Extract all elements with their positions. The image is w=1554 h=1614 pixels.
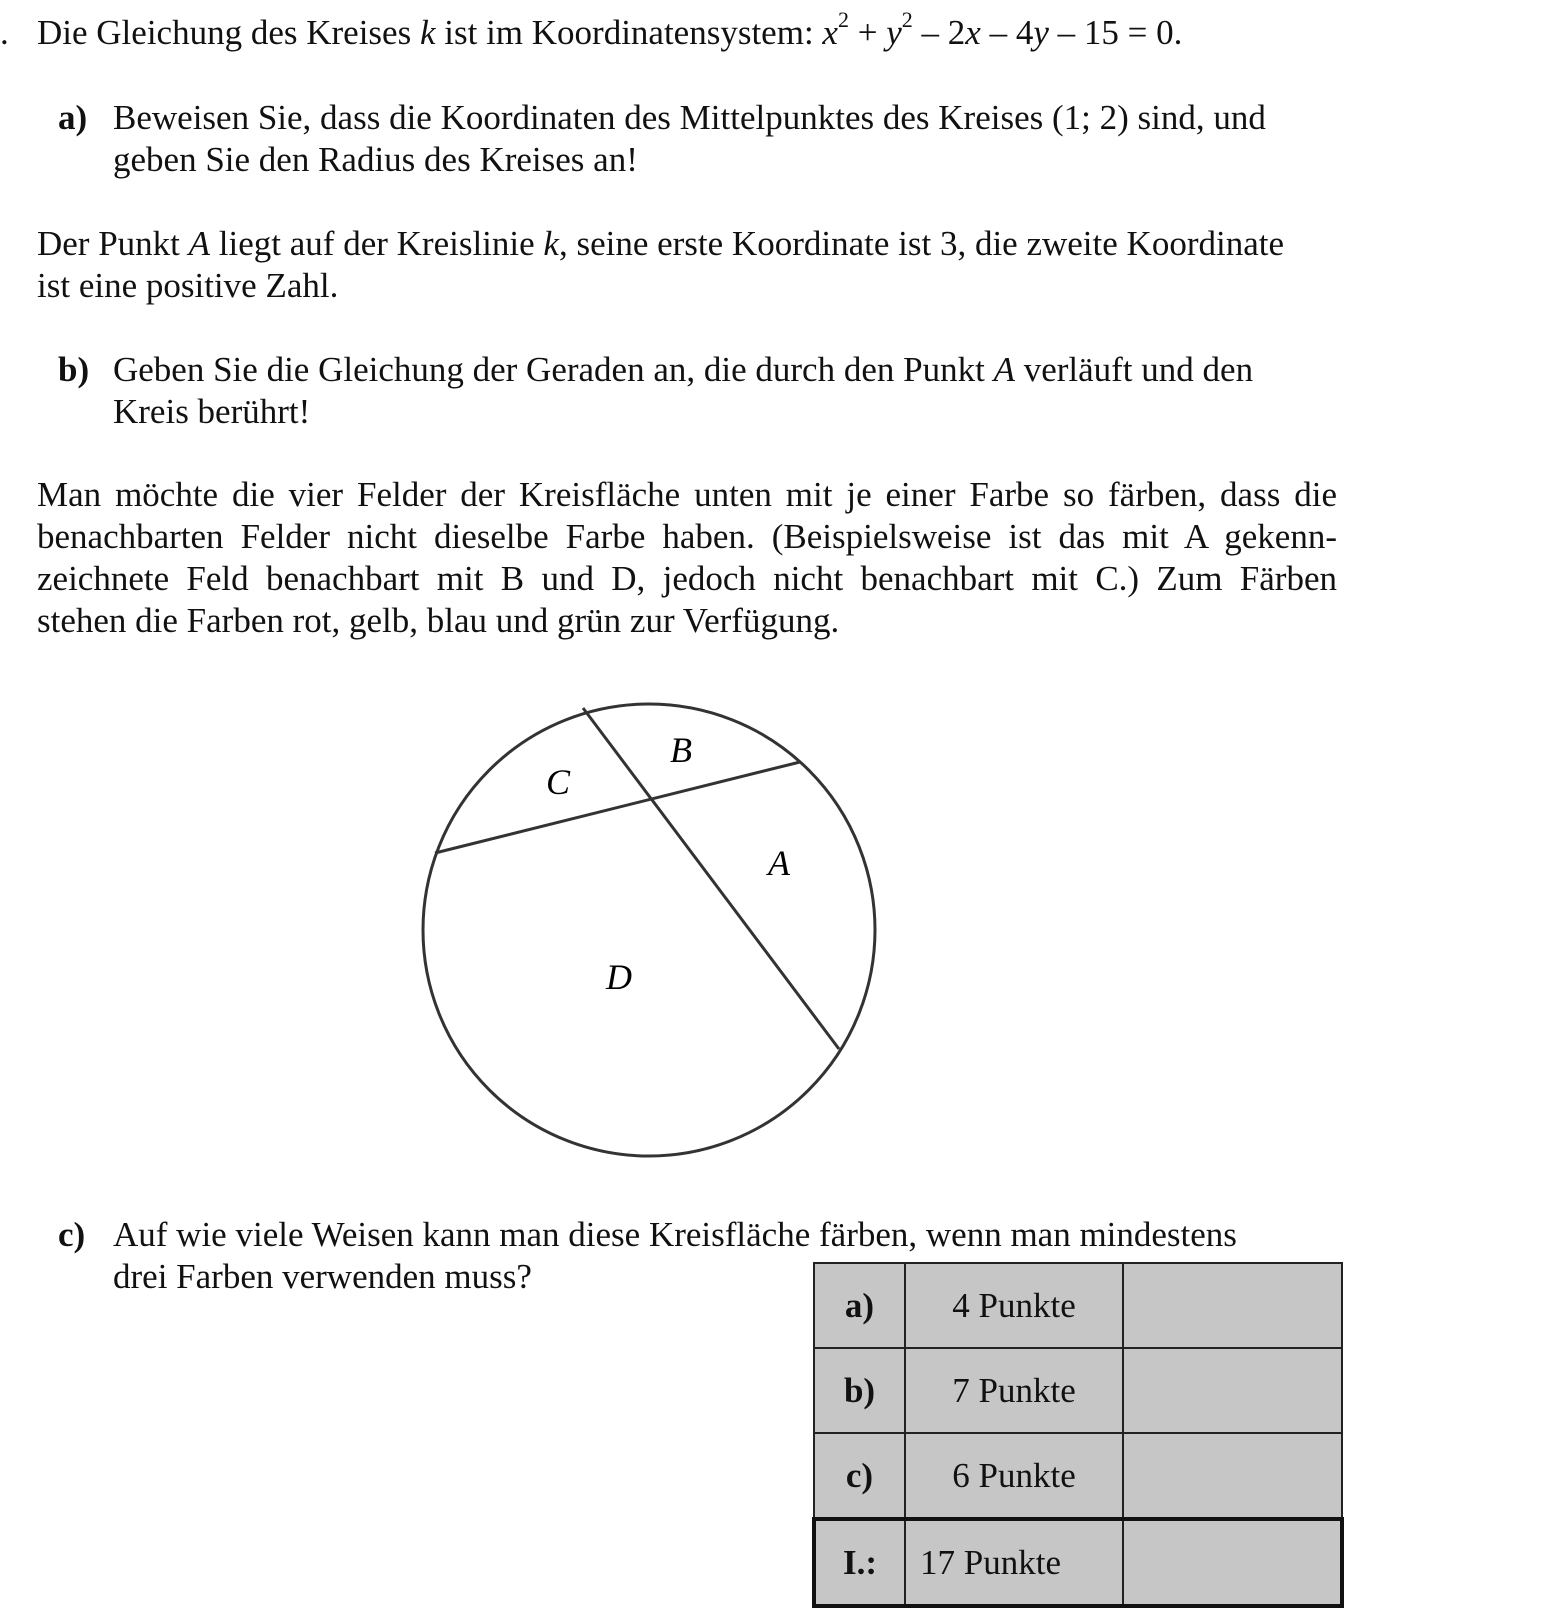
part-a-label: a): [58, 98, 88, 137]
circle-outline: [423, 704, 875, 1156]
points-row-c: [814, 1433, 1342, 1519]
points-table: [812, 1262, 1344, 1608]
score-cell: [1123, 1433, 1342, 1519]
intro-text: Die Gleichung des Kreises: [37, 13, 420, 52]
points-row-b: [814, 1348, 1342, 1433]
circle-name-k: k: [419, 13, 436, 52]
part-a-line-2: geben Sie den Radius des Kreises an!: [113, 140, 638, 179]
points-part-cell: I.:: [814, 1519, 905, 1606]
region-label-b: B: [670, 730, 692, 770]
part-b-label: b): [58, 350, 90, 389]
region-label-d: D: [606, 957, 632, 997]
coloring-paragraph-line-4: stehen die Farben rot, gelb, blau und grün zur Verfügung.: [37, 601, 840, 640]
points-part-cell: b): [814, 1348, 905, 1433]
part-c-label: c): [58, 1215, 86, 1254]
point-a-paragraph-line-2: ist eine positive Zahl.: [37, 266, 339, 305]
part-c-line-2: drei Farben verwenden muss?: [113, 1257, 532, 1296]
points-row-total: [814, 1519, 1342, 1606]
points-row-a: [814, 1263, 1342, 1348]
part-c-line-1: Auf wie viele Weisen kann man diese Kreisfläche färben, wenn man mindestens: [113, 1215, 1237, 1254]
intro-text-2: ist im Koordinatensystem:: [435, 13, 823, 52]
coloring-paragraph-line-1: Man möchte die vier Felder der Kreisfläche unten mit je einer Farbe so färben, dass die: [37, 475, 1337, 514]
coloring-paragraph-line-3: zeichnete Feld benachbart mit B und D, jedoch nicht benachbart mit C.) Zum Färben: [37, 559, 1337, 598]
points-value-cell: 6 Punkte: [905, 1433, 1123, 1519]
score-cell: [1123, 1519, 1342, 1606]
points-part-cell: a): [814, 1263, 905, 1348]
points-value-cell: 7 Punkte: [905, 1348, 1123, 1433]
score-cell: [1123, 1348, 1342, 1433]
region-label-c: C: [546, 762, 571, 802]
points-value-cell: 17 Punkte: [905, 1519, 1123, 1606]
part-b-line-2: Kreis berührt!: [113, 392, 311, 431]
circle-equation: $x^2 + y^2 - 2x - 4y - 15 = 0$.: [822, 7, 1183, 52]
chord-1: [583, 708, 839, 1049]
problem-number-mark: .: [0, 13, 9, 52]
score-cell: [1123, 1263, 1342, 1348]
part-b-line-1: Geben Sie die Gleichung der Geraden an, die durch den Punkt A verläuft und den: [113, 350, 1254, 389]
points-part-cell: c): [814, 1433, 905, 1519]
region-label-a: A: [768, 843, 790, 883]
coloring-paragraph-line-2: benachbarten Felder nicht dieselbe Farbe haben. (Beispielsweise ist das mit A gekenn-: [37, 517, 1337, 556]
chord-2: [435, 762, 800, 853]
point-a-paragraph-line-1: Der Punkt A liegt auf der Kreislinie k, seine erste Koordinate ist 3, die zweite Koordinate: [37, 224, 1284, 263]
part-a-line-1: Beweisen Sie, dass die Koordinaten des Mittelpunktes des Kreises (1; 2) sind, und: [113, 98, 1266, 137]
points-value-cell: 4 Punkte: [905, 1263, 1123, 1348]
